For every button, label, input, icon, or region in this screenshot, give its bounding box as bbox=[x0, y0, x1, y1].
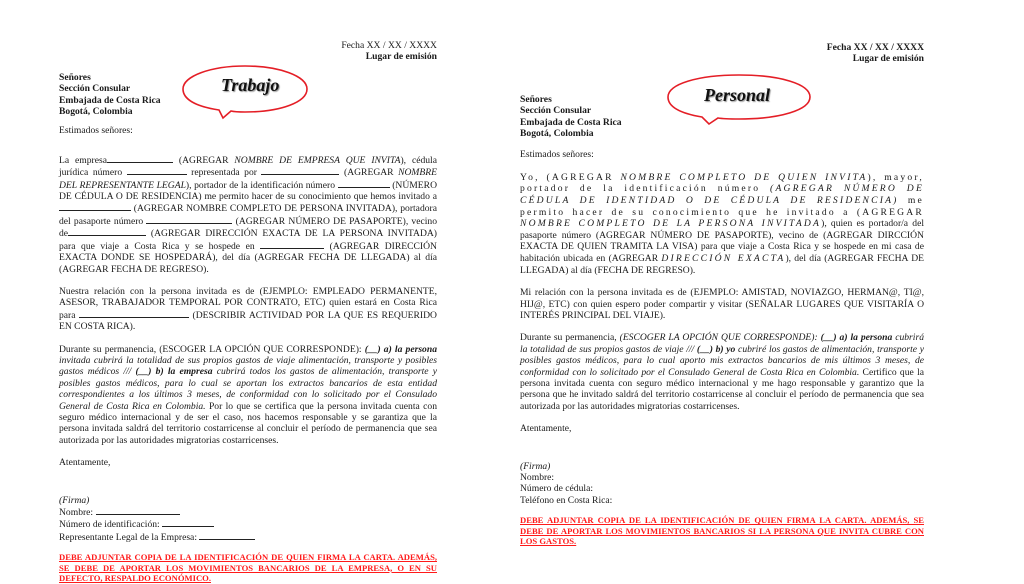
text: ), quien es portador/a del pasaporte número (AGREGAR NÚMERO DE PASAPORTE), vecino de (AGREGAR DIRCCIÓN EXACTA DE QUIEN TRAMITA LA VISA) para que viaje a Costa Rica y se hospede en mi casa de habitación ubicada en (AGREGAR bbox=[520, 218, 924, 264]
blank-field[interactable] bbox=[162, 518, 214, 527]
option-a-checkbox[interactable]: (__) a) la persona bbox=[364, 343, 437, 355]
date-line: Fecha XX / XX / XXXX bbox=[826, 42, 924, 53]
text: (NÚMERO DE CÉDULA O DE RESIDENCIA) me permito hacer de su conocimiento que hemos invitado a bbox=[59, 179, 437, 203]
warning-notice: DEBE ADJUNTAR COPIA DE LA IDENTIFICACIÓN DE QUIEN FIRMA LA CARTA. ADEMÁS, SE DEBE DE APORTAR LOS MOVIMIENTOS BANCARIOS DE LA EMPRESA, O EN SU DEFECTO, RESPALDO ECONÓMICO. bbox=[59, 552, 437, 584]
place-line: Lugar de emisión bbox=[365, 51, 437, 63]
text: (AGREGAR NOMBRE COMPLETO DE PERSONA INVITADA), portadora del pasaporte número bbox=[59, 203, 437, 227]
text: NOMBRE DE EMPRESA QUE INVITA bbox=[234, 154, 401, 166]
address-line: Embajada de Costa Rica bbox=[59, 94, 161, 106]
paragraph-invitation bbox=[520, 172, 924, 276]
text: (AGREGAR NÚMERO DE PASAPORTE), vecino de bbox=[59, 215, 438, 240]
signature-phone-field[interactable]: Teléfono en Costa Rica: bbox=[520, 494, 613, 506]
text: (AGREGAR DIRECCIÓN EXACTA DONDE SE HOSPEDARÁ), del día (AGREGAR FECHA DE LLEGADA) al día (AGREGAR FECHA DE REGRESO). bbox=[59, 240, 437, 275]
text: NOMBRE COMPLETO DE QUIEN INVITA bbox=[620, 171, 868, 183]
blank-field[interactable] bbox=[59, 202, 131, 211]
text: cubrirá todos los gastos de alimentación, transporte y posibles gastos médicos, para lo cual se aportan los extractos bancarios de esta entidad correspondientes a los últimos 3 meses, de conformidad con lo solicitado por el Consulado General de Costa Rica en Colombia. bbox=[59, 366, 437, 412]
blank-field[interactable] bbox=[68, 227, 146, 236]
date-line: Fecha XX / XX / XXXX bbox=[341, 40, 437, 51]
blank-field[interactable] bbox=[79, 309, 189, 318]
recipient-address bbox=[59, 72, 437, 118]
text: ), mayor, portador de la identificación número bbox=[520, 171, 924, 195]
text: Por lo que se certifica que la persona invitada cuenta con seguro médico internacional y de ser el caso, nos hacemos responsable y se garantiza que la persona invitada saldrá del territorio costarricense al concluir el período de permanencia que sea autorizada por las autoridades migratorias costarricenses. bbox=[59, 400, 437, 446]
letter-personal bbox=[520, 42, 924, 547]
closing: Atentamente, bbox=[59, 457, 111, 469]
paragraph-expenses bbox=[520, 332, 924, 412]
blank-field[interactable] bbox=[338, 179, 390, 188]
text: (DESCRIBIR ACTIVIDAD POR LA QUE ES REQUERIDO EN COSTA RICA). bbox=[59, 309, 437, 333]
text: cubrirá la totalidad de sus propios gastos de viaje /// bbox=[520, 332, 924, 355]
letter-trabajo bbox=[59, 40, 437, 584]
greeting: Estimados señores: bbox=[59, 125, 133, 137]
text: Nuestra relación con la persona invitada es de (EJEMPLO: EMPLEADO PERMANENTE, ASESOR, TRABAJADOR TEMPORAL POR CONTRATO, ETC) quien estará en Costa Rica para bbox=[59, 285, 437, 321]
text: La empresa bbox=[59, 154, 107, 166]
text: (AGREGAR bbox=[339, 167, 399, 179]
signature-id-field bbox=[59, 518, 437, 530]
label: Número de identificación: bbox=[59, 519, 163, 531]
text: (AGREGAR DIRECCIÓN EXACTA DE LA PERSONA INVITADA) para que viaje a Costa Rica y se hospede en bbox=[59, 228, 437, 252]
signature-name-field[interactable]: Nombre: bbox=[520, 472, 555, 484]
address-line: Señores bbox=[59, 71, 91, 83]
paragraph-relationship bbox=[59, 286, 437, 333]
text: Yo, (AGREGAR bbox=[520, 171, 621, 183]
blank-field[interactable] bbox=[146, 215, 232, 224]
option-b-checkbox[interactable]: (__) b) la empresa bbox=[135, 366, 213, 378]
signature-representative-field bbox=[59, 531, 437, 543]
paragraph-expenses bbox=[59, 344, 437, 447]
text: DIRECCIÓN EXACTA bbox=[661, 253, 786, 264]
paragraph-relationship: Mi relación con la persona invitada es de (EJEMPLO: AMISTAD, NOVIAZGO, HERMAN@, TI@, HIJ@, ETC) con quien espero poder compartir y visitar (SEÑALAR LUGARES QUE VISITARÍA O INTERÉS PRINCIPAL DEL VIAJE). bbox=[520, 287, 924, 321]
closing: Atentamente, bbox=[520, 423, 572, 435]
address-line: Sección Consular bbox=[520, 105, 592, 117]
address-line: Bogotá, Colombia bbox=[59, 106, 133, 118]
label: Representante Legal de la Empresa: bbox=[59, 531, 200, 543]
text: (ESCOGER LA OPCIÓN QUE CORRESPONDE): bbox=[619, 332, 821, 344]
address-line: Señores bbox=[520, 93, 552, 105]
option-a-checkbox[interactable]: (__) a) la persona bbox=[820, 332, 893, 344]
signature-label: (Firma) bbox=[520, 460, 551, 472]
recipient-address bbox=[520, 94, 924, 140]
signature-id-field[interactable]: Número de cédula: bbox=[520, 483, 593, 495]
place-line: Lugar de emisión bbox=[852, 53, 924, 65]
label: Nombre: bbox=[59, 507, 96, 518]
blank-field[interactable] bbox=[261, 166, 339, 175]
text: (AGREGAR NÚMERO DE CÉDULA DE IDENTIDAD O DE CÉDULA DE RESIDENCIA) bbox=[520, 183, 924, 207]
greeting: Estimados señores: bbox=[520, 149, 594, 161]
text: me permito hacer de su conocimiento que he invitado a (AGREGAR bbox=[520, 195, 924, 218]
text: Certifico que la persona invitada cuenta con seguro médico internacional y me hago responsable y garantizo que la persona que he invitado saldrá del territorio costarricense al concluir el período de permanencia que sea autorizada por las autoridades migratorias costarricenses. bbox=[520, 366, 924, 412]
signature-name-field bbox=[59, 506, 437, 518]
paragraph-invitation bbox=[59, 154, 437, 275]
bubble-label-trabajo: Trabajo bbox=[221, 75, 280, 95]
address-line: Embajada de Costa Rica bbox=[520, 116, 622, 128]
text: ), portador de la identificación número bbox=[185, 179, 338, 191]
signature-label: (Firma) bbox=[59, 494, 90, 506]
address-line: Bogotá, Colombia bbox=[520, 128, 594, 140]
text: representada por bbox=[186, 167, 262, 179]
address-line: Sección Consular bbox=[59, 83, 131, 95]
text: NOMBRE COMPLETO DE LA PERSONA INVITADA bbox=[520, 218, 822, 230]
text: ), cédula jurídica número bbox=[59, 154, 437, 179]
text: Durante su permanencia, bbox=[520, 332, 620, 344]
blank-field[interactable] bbox=[199, 531, 255, 540]
text: invitada cubrirá la totalidad de sus propios gastos de viaje alimentación, transporte y posibles gastos médicos /// bbox=[59, 354, 437, 378]
text: (AGREGAR bbox=[173, 154, 235, 166]
blank-field[interactable] bbox=[96, 506, 180, 515]
option-b-checkbox[interactable]: (__) b) yo bbox=[696, 343, 736, 355]
blank-field[interactable] bbox=[260, 240, 324, 249]
warning-notice: DEBE ADJUNTAR COPIA DE LA IDENTIFICACIÓN DE QUIEN FIRMA LA CARTA. ADEMÁS, SE DEBE DE APORTAR LOS MOVIMIENTOS BANCARIOS SI LA PERSONA QUE INVITA CUBRE CON LOS GASTOS. bbox=[520, 515, 924, 547]
blank-field[interactable] bbox=[127, 166, 187, 175]
text: cubriré los gastos de alimentación, transporte y posibles gastos médicos, para lo cual aporto mis extractos bancarios de mis últimos 3 meses, de conformidad con lo solicitado por el Consulado General de Costa Rica en Colombia. bbox=[520, 343, 925, 378]
bubble-label-personal: Personal bbox=[704, 85, 771, 105]
blank-field[interactable] bbox=[107, 154, 173, 163]
text: Durante su permanencia, (ESCOGER LA OPCIÓN QUE CORRESPONDE): bbox=[59, 343, 365, 355]
text: ), del día (AGREGAR FECHA DE LLEGADA) al día (FECHA DE REGRESO). bbox=[520, 253, 924, 276]
text: NOMBRE DEL REPRESENTANTE LEGAL bbox=[59, 167, 437, 191]
